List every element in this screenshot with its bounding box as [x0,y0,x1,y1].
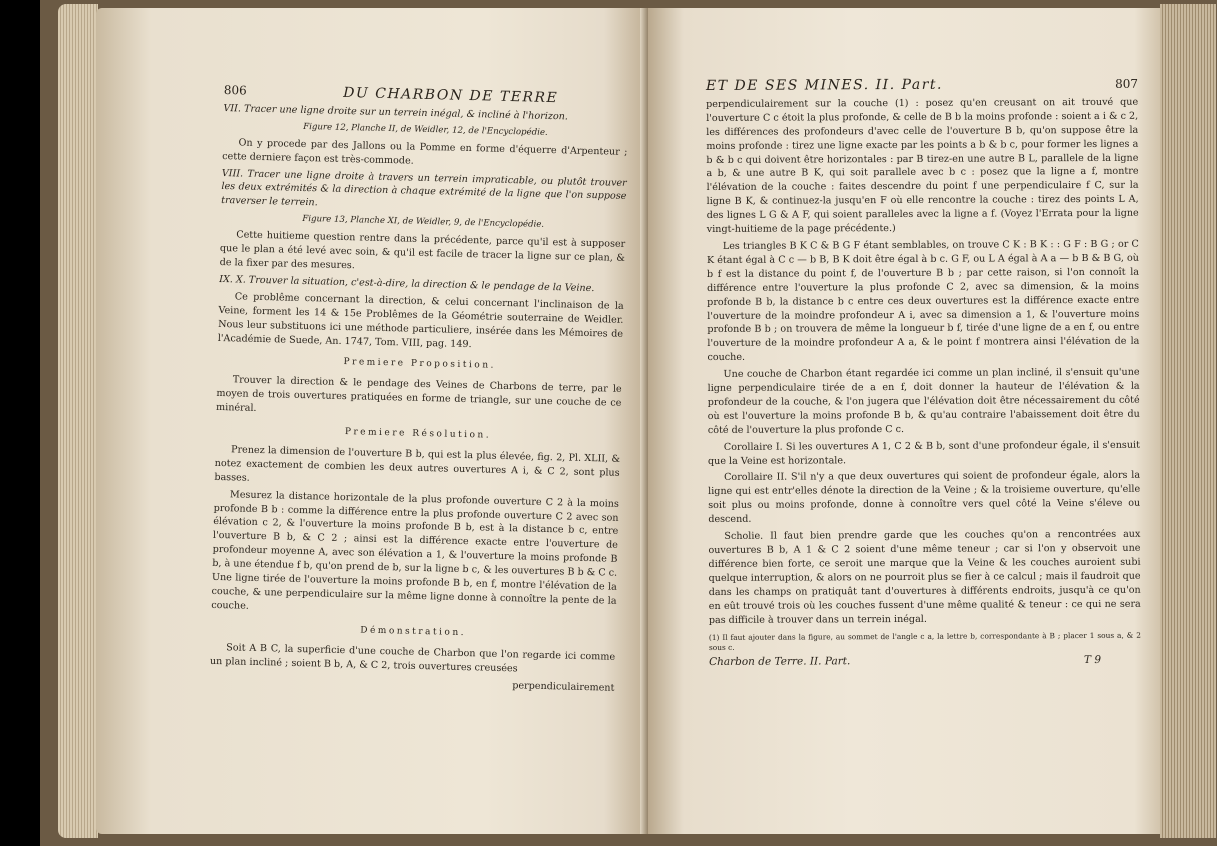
left-page-edges [58,4,98,838]
section-heading: Premiere Résolution. [344,427,492,441]
paragraph: Trouver la direction & le pendage des Veines de Charbons de terre, par le moyen de trois ouvertures pratiquées en forme de triangle, sur une couche de ce minéral. [215,374,622,415]
paragraph: VIII. Tracer une ligne droite à travers un terrein impraticable, ou plutôt trouver les deux extrémités & la direction à chaque extrémité de la ligne que l'on suppose traverser le terrein. [221,167,627,209]
catchword: perpendiculairement [512,679,615,694]
right-page-number: 807 [1115,76,1139,91]
paragraph: IX. X. Trouver la situation, c'est-à-dire, la direction & le pendage de la Veine. [219,273,595,294]
paragraph: Cette huitieme question rentre dans la précédente, parce qu'il est à supposer que le plan a été levé avec soin, & qu'il est facile de tracer la ligne sur ce plan, & de la fixer par des mesures. [219,229,626,272]
open-book [40,0,1217,846]
paragraph: Soit A B C, la superficie d'une couche de Charbon que l'on regarde ici comme un plan incliné ; soient B b, A, & C 2, trois ouvertures creusées [209,641,616,674]
signature-line [709,654,1141,670]
paragraph: On y procede par des Jallons ou la Pomme en forme d'équerre d'Arpenteur ; cette derniere façon est très-commode. [222,137,628,167]
paragraph: perpendiculairement sur la couche (1) : posez qu'en creusant on ait trouvé que l'ouverture C c étoit la plus profonde, & celle de B b la moins profonde : soient a i & c 2, les différences des profondeurs d'avec celle de l'ouverture B b, qu'on suppose être la moins profonde : tirez une ligne exacte par les points a b & b c, pour former les lignes a b & b c qui doivent être horizontales : par B tirez-en une autre B L, parallele de la ligne a b, & une autre B K, qui soit parallele avec b c : posez que la ligne a f, montre l'élévation de la couche : faites descendre du point f une perpendiculaire f C, sur la ligne B K, & continuez-la jusqu'en F où elle rencontre la couche : tirez des points L A, des lignes L G & A F, qui soient paralleles avec la ligne a f. (Voyez l'Errata pour la ligne vingt-huitieme de la page précédente.) [706,96,1139,236]
left-page-text [209,84,629,695]
paragraph: Scholie. Il faut bien prendre garde que les couches qu'on a rencontrées aux ouvertures B b, A 1 & C 2 soient d'une même teneur ; car si l'on y observoit une différence bien forte, ce seroit une marque que la Veine & les couches auroient subi quelque interruption, & alors on ne pourroit plus se fier à ce calcul ; mais il faudroit que dans les champs on pratiquât tant d'ouvertures à différents endroits, jusqu'à ce qu'on en eût trouvé trois où les couches fussent d'une même qualité & teneur : ce qui ne sera pas difficile à trouver dans un terrein inégal. [708,528,1141,626]
right-running-head [706,78,1138,94]
section-heading: Premiere Proposition. [343,357,497,372]
paragraph: Prenez la dimension de l'ouverture B b, qui est la plus élevée, fig. 2, Pl. XLII, & notez exactement de combien les deux autres ouvertures A i, & C 2, sont plus basses. [214,444,621,484]
footnote: (1) Il faut ajouter dans la figure, au sommet de l'angle c a, la lettre b, correspondante à B ; placer 1 sous a, & 2 sous c. [708,631,1141,652]
right-page-text [706,78,1141,671]
left-page-number: 806 [223,83,247,98]
paragraph: Corollaire I. Si les ouvertures A 1, C 2 & B b, sont d'une profondeur égale, il s'ensuit que la Veine est horizontale. [707,439,1140,467]
right-running-title: ET DE SES MINES. II. Part. [705,76,944,94]
paragraph: VII. Tracer une ligne droite sur un terrein inégal, & incliné à l'horizon. [223,102,569,123]
paragraph: Mesurez la distance horizontale de la plus profonde ouverture C 2 à la moins profonde B b : comme la différence entre la plus profonde ouverture C 2 avec son élévation c 2, & l'ouverture la moins profonde B b, est à la distance b c, entre l'ouverture B b, & C 2 ; ainsi est la différence exacte entre l'ouverture de profondeur moyenne A, avec son élévation a 1, & l'ouverture la moins profonde B b, à une étendue f b, qu'on prend de b, sur la ligne b c, & les ouvertures B b & C c. Une ligne tirée de l'ouverture la moins profonde B b, en f, montre l'élévation de la couche, & une perpendiculaire sur la même ligne donne à connoître la pente de la couche. [211,488,619,612]
figure-reference: Figure 13, Planche XI, de Weidler, 9, de l'Encyclopédie. [302,214,545,231]
right-page-edges [1160,4,1216,838]
figure-reference: Figure 12, Planche II, de Weidler, 12, de l'Encyclopédie. [303,121,548,138]
right-page [648,8,1160,834]
paragraph: Corollaire II. S'il n'y a que deux ouvertures qui soient de profondeur égale, alors la ligne qui est entr'elles dénote la direction de la Veine ; & la troisieme ouverture, qu'elle soit plus ou moins profonde, donne à connoître vers quel côté la Veine s'éleve ou descend. [708,470,1141,526]
paragraph: Les triangles B K C & B G F étant semblables, on trouve C K : B K : : G F : B G ; or C K étant égal à C c — b B, B K doit être égal à b c. G F, ou L A égal à A a — b B & B G, où b f est la distance du point f, de l'ouverture B b ; par cette raison, si l'on connoît la différence entre l'ouverture la plus profonde C 2, avec sa dimension, & la moins profonde B b, la distance b c entre ces deux ouvertures est la différence exacte entre l'ouverture de la moindre profondeur A i, avec sa dimension a 1, & l'ouverture moins profonde B b ; on trouvera de même la longueur b f, tirée d'une ligne de a en f, ou entre l'ouverture de la moindre profondeur A a, & le point f montrera ainsi l'élévation de la couche. [706,238,1140,364]
paragraph: Une couche de Charbon étant regardée ici comme un plan incliné, il s'ensuit qu'une ligne perpendiculaire tirée de a en f, doit donner la hauteur de l'élévation & la profondeur de la couche, & l'on jugera que l'élévation doit être nécessairement du côté où est l'ouverture la moins profonde B b, & qu'au contraire l'abaissement doit être du côté de l'ouverture la plus profonde C c. [707,366,1140,436]
section-heading: Démonstration. [360,625,467,638]
signature-mark: T 9 [1083,654,1102,667]
left-page [96,8,648,834]
signature-title: Charbon de Terre. II. Part. [709,655,851,669]
left-running-title: DU CHARBON DE TERRE [343,84,559,107]
paragraph: Ce problême concernant la direction, & celui concernant l'inclinaison de la Veine, forment les 14 & 15e Problêmes de la Géométrie souterraine de Weidler. Nous leur substituons ici une méthode particuliere, insérée dans les Mémoires de l'Académie de Suede, An. 1747, Tom. VIII, pag. 149. [217,291,624,350]
